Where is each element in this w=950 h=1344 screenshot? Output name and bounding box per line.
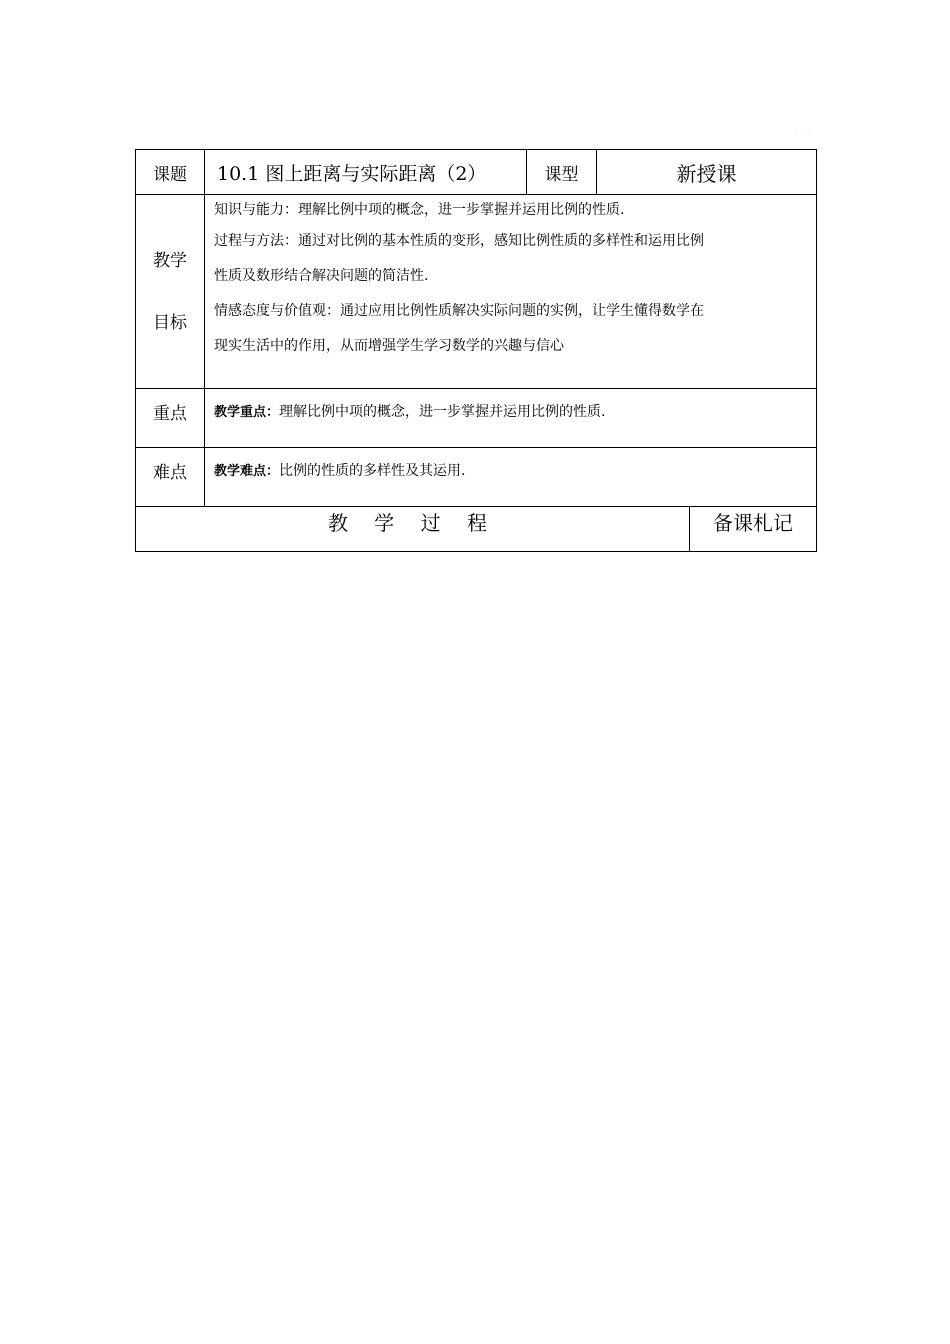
goal-item: 情感态度与价值观：通过应用比例性质解决实际问题的实例，让学生懂得数学在 <box>214 303 704 319</box>
type-value: 新授课 <box>597 150 817 195</box>
goals-label-line1: 教学 <box>153 250 187 271</box>
key-point-row <box>136 389 817 448</box>
key-point-text: 理解比例中项的概念，进一步掌握并运用比例的性质. <box>279 404 606 420</box>
difficulty-content <box>205 448 817 507</box>
course-label: 课题 <box>136 150 205 195</box>
corner-mark: · · · <box>795 128 812 136</box>
key-point-prefix: 教学重点： <box>214 405 280 420</box>
key-point-label: 重点 <box>136 389 205 448</box>
lesson-plan-table <box>135 149 817 552</box>
process-label: 教 学 过 程 <box>136 507 690 552</box>
goals-label <box>136 195 205 389</box>
difficulty-prefix: 教学难点： <box>214 464 280 479</box>
goal-item: 现实生活中的作用，从而增强学生学习数学的兴趣与信心 <box>214 338 564 354</box>
goal-item: 知识与能力：理解比例中项的概念，进一步掌握并运用比例的性质. <box>214 202 625 218</box>
type-label: 课型 <box>527 150 597 195</box>
header-row <box>136 150 817 195</box>
key-point-content <box>205 389 817 448</box>
goals-row <box>136 195 817 389</box>
goal-item: 性质及数形结合解决问题的简洁性. <box>214 268 429 284</box>
difficulty-text: 比例的性质的多样性及其运用. <box>279 463 466 479</box>
course-title: 10.1 图上距离与实际距离（2） <box>205 150 527 195</box>
goal-item: 过程与方法：通过对比例的基本性质的变形，感知比例性质的多样性和运用比例 <box>214 233 704 249</box>
goals-label-line2: 目标 <box>153 312 187 333</box>
footer-row <box>136 507 817 552</box>
difficulty-row <box>136 448 817 507</box>
goals-content <box>205 195 817 389</box>
notes-label: 备课札记 <box>690 507 817 552</box>
difficulty-label: 难点 <box>136 448 205 507</box>
